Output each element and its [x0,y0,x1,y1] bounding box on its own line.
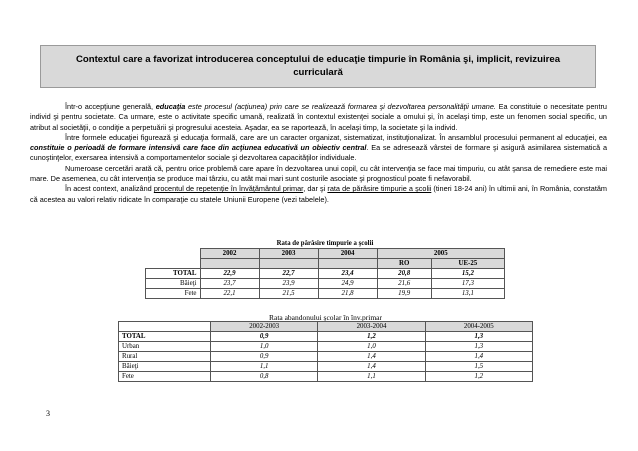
year-header: 2003 [259,249,318,259]
cell: 1,5 [425,362,532,372]
row-label: Băieţi [119,362,211,372]
row-label: TOTAL [119,332,211,342]
table1-caption: Rata de părăsire timpurie a şcolii [276,240,374,247]
table-subheader-row [146,259,505,269]
table-header-row [146,249,505,259]
section-title-box [40,45,596,88]
paragraph-2 [30,133,607,164]
cell: 22,7 [259,269,318,279]
table-row [146,279,505,289]
table-dropout-primary [118,321,533,382]
cell: 1,1 [318,372,425,382]
p1-text-d: Ea constituie o necesitate pentru individ şi pentru societate. Ca urmare, este o activitate specific umană, realizată în contextul existenţei sociale a omului şi, în acelaşi timp, este un fenomen social specific, un atribut al societăţii, o condiţie a perpetuării şi progresului acesteia. Aşadar, ea se raportează, în acelaşi timp, la societate şi la individ. [30,102,607,132]
period-header: 2004-2005 [425,322,532,332]
row-label: Fete [146,289,201,299]
cell: 1,4 [425,352,532,362]
table-row [119,362,533,372]
table2-caption: Rata abandonului şcolar în înv.primar [268,313,383,322]
cell: 19,9 [377,289,431,299]
cell: 23,4 [318,269,377,279]
p4-underlined-2: rata de părăsire timpurie a şcolii [327,184,432,194]
year-header: 2005 [377,249,504,259]
table-row [119,342,533,352]
cell: 22,9 [200,269,259,279]
paragraph-4 [30,184,607,205]
p1-emphasis: educaţia [155,102,186,111]
row-label: Rural [119,352,211,362]
cell: 0,9 [211,352,318,362]
p1-definition: este procesul (acţiunea) prin care se realizează formarea şi dezvoltarea personalităţii umane. [185,102,496,111]
cell: 1,4 [318,362,425,372]
table-row [146,269,505,279]
sub-header: UE-25 [431,259,504,269]
period-header: 2002-2003 [211,322,318,332]
cell: 1,0 [211,342,318,352]
cell: 23,9 [259,279,318,289]
cell: 21,5 [259,289,318,299]
cell: 23,7 [200,279,259,289]
cell: 1,3 [425,332,532,342]
p2-text-c: . Ea se adresează vârstei de formare şi asigură asimilarea sistematică a cunoştinţelor, exersarea intensivă a comportamentelor sociale şi dezvoltarea capacităţilor individuale. [30,143,607,163]
cell: 21,6 [377,279,431,289]
row-label: Urban [119,342,211,352]
cell: 22,1 [200,289,259,299]
table-row [146,289,505,299]
cell: 20,8 [377,269,431,279]
cell: 1,2 [318,332,425,342]
empty-cell [119,322,211,332]
cell: 21,8 [318,289,377,299]
p4-text-c: , dar şi [303,184,328,194]
table-early-leaving [145,248,505,299]
p4-text-a: În acest context, analizând [65,184,154,194]
empty-cell [259,259,318,269]
empty-cell [200,259,259,269]
cell: 1,3 [425,342,532,352]
p1-text-a: Într-o accepţiune generală, [65,102,156,111]
empty-cell [318,259,377,269]
page-number: 3 [46,409,50,418]
paragraph-1 [30,102,607,133]
cell: 17,3 [431,279,504,289]
row-label: Băieţi [146,279,201,289]
body-text [30,102,607,205]
cell: 0,9 [211,332,318,342]
cell: 15,2 [431,269,504,279]
cell: 24,9 [318,279,377,289]
table-row [119,372,533,382]
cell: 1,4 [318,352,425,362]
year-header: 2004 [318,249,377,259]
p2-emphasis: constituie o perioadă de formare intensivă care face din acţiunea educativă un obiectiv central [30,143,367,153]
sub-header: RO [377,259,431,269]
period-header: 2003-2004 [318,322,425,332]
table-header-row [119,322,533,332]
section-title: Contextul care a favorizat introducerea conceptului de educaţie timpurie în România şi, implicit, revizuirea curriculară [75,54,561,78]
row-label: Fete [119,372,211,382]
cell: 1,1 [211,362,318,372]
p4-text-e: (tineri 18-24 ani) în ultimii ani, în România, constatăm că acestea au valori relativ ridicate în comparaţie cu statele Uniunii Europene (vezi tabelele). [30,184,607,204]
row-label: TOTAL [146,269,201,279]
p4-underlined-1: procentul de repetenţie în învăţământul primar [153,184,304,194]
table-row [119,352,533,362]
year-header: 2002 [200,249,259,259]
empty-cell [146,259,201,269]
cell: 13,1 [431,289,504,299]
empty-cell [146,249,201,259]
cell: 0,8 [211,372,318,382]
p2-text-a: Între formele educaţiei figurează şi educaţia formală, care are un caracter organizat, sistematizat, instituţionalizat. În ansamblul procesului permanent al educaţiei, ea [65,132,607,142]
table-row [119,332,533,342]
paragraph-3: Numeroase cercetări arată că, pentru orice problemă care apare în dezvoltarea unui copil, cu cât intervenţia se face mai timpuriu, cu atât şansa de remediere este mai mare. De asemenea, cu cât intervenţia se produce mai târziu, cu atât mai mari sunt costurile asociate şi prognosticul poate fi nefavorabil. [30,163,607,184]
cell: 1,0 [318,342,425,352]
cell: 1,2 [425,372,532,382]
